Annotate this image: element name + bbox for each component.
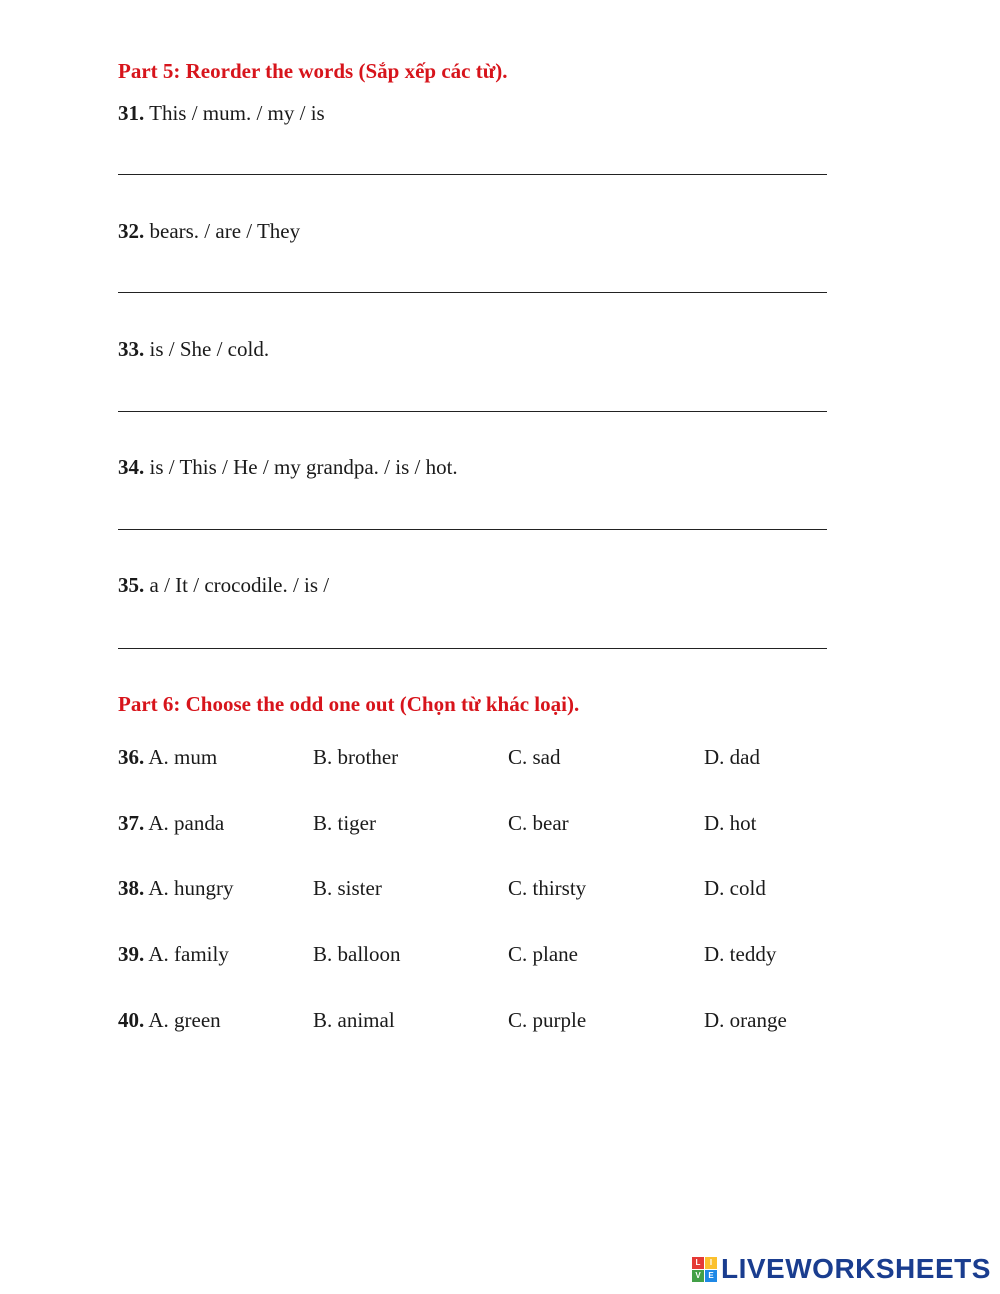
option-c[interactable]: C. plane [508, 942, 578, 966]
question-words: is / This / He / my grandpa. / is / hot. [144, 455, 458, 479]
question-words: This / mum. / my / is [144, 101, 325, 125]
question-words: a / It / crocodile. / is / [144, 573, 330, 597]
answer-line-34[interactable] [118, 529, 827, 530]
option-c[interactable]: C. thirsty [508, 876, 587, 900]
option-a[interactable] [118, 811, 224, 836]
question-words: bears. / are / They [144, 219, 301, 243]
option-a-label: A. mum [144, 745, 218, 769]
answer-line-35[interactable] [118, 648, 827, 649]
option-a[interactable] [118, 876, 234, 901]
question-31 [118, 101, 325, 126]
question-number: 37. [118, 811, 145, 835]
option-b[interactable]: B. balloon [313, 942, 401, 966]
question-number: 40. [118, 1008, 145, 1032]
option-b[interactable]: B. tiger [313, 811, 376, 835]
question-words: is / She / cold. [144, 337, 270, 361]
question-34 [118, 455, 458, 480]
question-32 [118, 219, 300, 244]
option-c[interactable]: C. bear [508, 811, 569, 835]
option-b[interactable]: B. animal [313, 1008, 395, 1032]
option-d[interactable]: D. dad [704, 745, 760, 769]
option-d[interactable]: D. cold [704, 876, 766, 900]
option-a-label: A. family [144, 942, 229, 966]
question-number: 36. [118, 745, 145, 769]
question-number: 35. [118, 573, 145, 597]
option-b[interactable]: B. sister [313, 876, 382, 900]
option-a-label: A. panda [144, 811, 225, 835]
logo-tile: V [692, 1270, 704, 1282]
answer-line-32[interactable] [118, 292, 827, 293]
liveworksheets-logo [692, 1254, 991, 1284]
question-35 [118, 573, 329, 598]
option-a[interactable] [118, 942, 229, 967]
option-a-label: A. hungry [144, 876, 234, 900]
option-d[interactable]: D. hot [704, 811, 757, 835]
option-c[interactable]: C. purple [508, 1008, 587, 1032]
option-a[interactable] [118, 1008, 221, 1033]
logo-tile: L [692, 1257, 704, 1269]
logo-grid-icon [692, 1257, 717, 1282]
brand-name: LIVEWORKSHEETS [721, 1253, 991, 1284]
question-33 [118, 337, 269, 362]
question-number: 33. [118, 337, 145, 361]
logo-tile: I [705, 1257, 717, 1269]
option-d[interactable]: D. teddy [704, 942, 777, 966]
logo-tile: E [705, 1270, 717, 1282]
option-a[interactable] [118, 745, 217, 770]
answer-line-33[interactable] [118, 411, 827, 412]
answer-line-31[interactable] [118, 174, 827, 175]
option-b[interactable]: B. brother [313, 745, 399, 769]
option-a-label: A. green [144, 1008, 221, 1032]
part6-heading: Part 6: Choose the odd one out (Chọn từ khác loại). [118, 692, 580, 716]
question-number: 38. [118, 876, 145, 900]
question-number: 32. [118, 219, 145, 243]
question-number: 34. [118, 455, 145, 479]
option-c[interactable]: C. sad [508, 745, 561, 769]
question-number: 39. [118, 942, 145, 966]
question-number: 31. [118, 101, 145, 125]
part5-heading: Part 5: Reorder the words (Sắp xếp các từ). [118, 59, 508, 83]
option-d[interactable]: D. orange [704, 1008, 787, 1032]
